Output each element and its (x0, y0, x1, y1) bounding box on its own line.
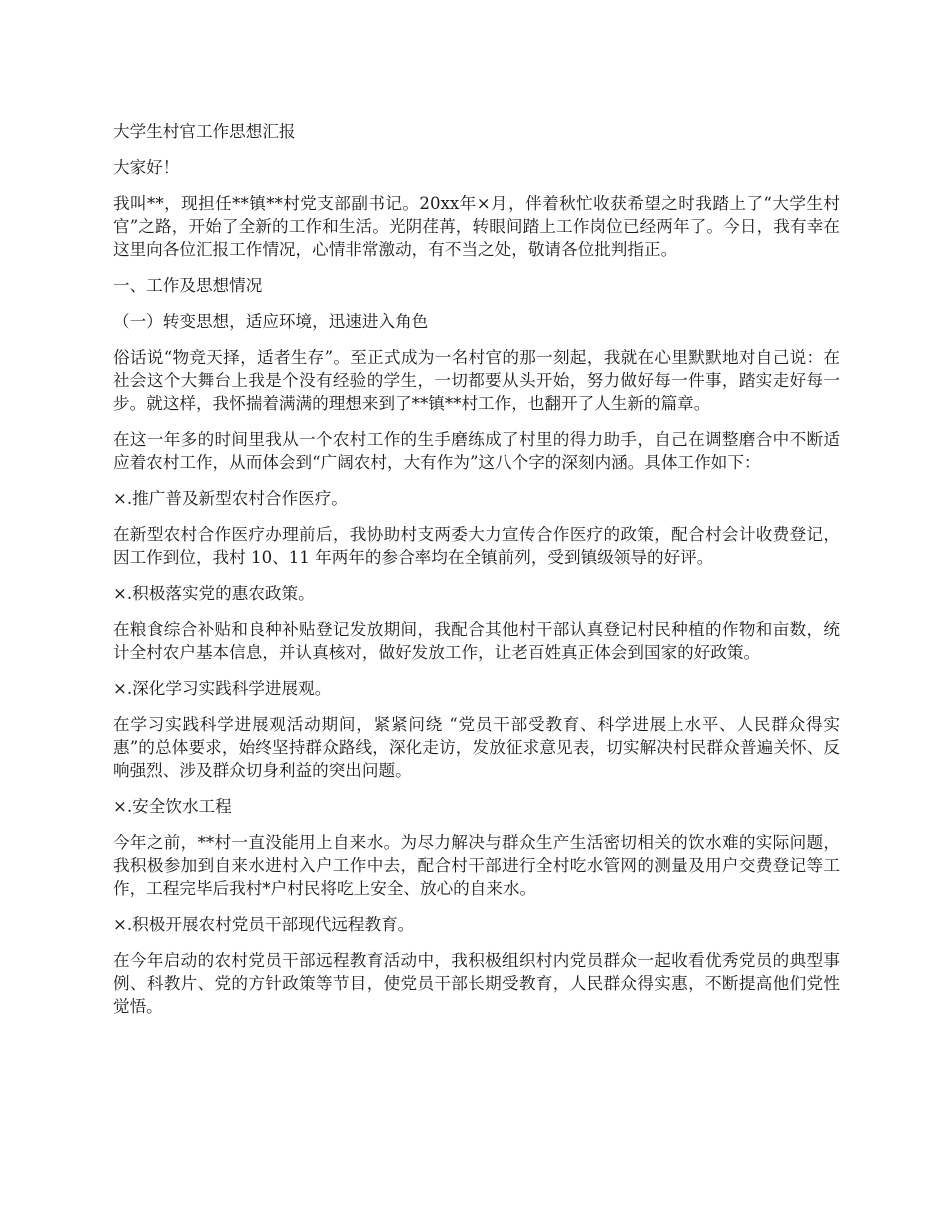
list-item-heading: ×.积极落实党的惠农政策。 (113, 584, 315, 603)
document-title: 大学生村官工作思想汇报 (113, 122, 296, 141)
greeting: 大家好！ (113, 158, 180, 177)
body-paragraph: 在新型农村合作医疗办理前后，我协助村支两委大力宣传合作医疗的政策，配合村会计收费登记，因工作到位，我村 10、11 年两年的参合率均在全镇前列，受到镇级领导的好评。 (113, 525, 840, 567)
list-item-heading: ×.积极开展农村党员干部现代远程教育。 (113, 915, 415, 934)
subsection-heading-1: （一）转变思想，适应环境，迅速进入角色 (113, 312, 429, 331)
body-paragraph: 在这一年多的时间里我从一个农村工作的生手磨练成了村里的得力助手，自己在调整磨合中不断适应着农村工作，从而体会到“广阔农村，大有作为”这八个字的深刻内涵。具体工作如下： (113, 430, 840, 472)
document-page (113, 120, 840, 1031)
section-heading-1: 一、工作及思想情况 (113, 276, 263, 295)
body-paragraph: 俗话说“物竞天择，适者生存”。至正式成为一名村官的那一刻起，我就在心里默默地对自己说：在社会这个大舞台上我是个没有经验的学生，一切都要从头开始，努力做好每一件事，踏实走好每一步。就这样，我怀揣着满满的理想来到了**镇**村工作，也翻开了人生新的篇章。 (113, 348, 840, 413)
list-item-heading: ×.安全饮水工程 (113, 797, 232, 816)
body-paragraph: 在今年启动的农村党员干部远程教育活动中，我积极组织村内党员群众一起收看优秀党员的典型事例、科教片、党的方针政策等节目，使党员干部长期受教育，人民群众得实惠，不断提高他们党性觉悟。 (113, 951, 840, 1016)
list-item-heading: ×.深化学习实践科学进展观。 (113, 679, 332, 698)
body-paragraph: 在学习实践科学进展观活动期间，紧紧问绕 “党员干部受教育、科学进展上水平、人民群众得实惠”的总体要求，始终坚持群众路线，深化走访，发放征求意见表，切实解决村民群众普遍关怀、反响强烈、涉及群众切身利益的突出问题。 (113, 715, 840, 780)
body-paragraph: 在粮食综合补贴和良种补贴登记发放期间，我配合其他村干部认真登记村民种植的作物和亩数，统计全村农户基本信息，并认真核对，做好发放工作，让老百姓真正体会到国家的好政策。 (113, 620, 840, 662)
body-paragraph: 今年之前，**村一直没能用上自来水。为尽力解决与群众生产生活密切相关的饮水难的实际问题，我积极参加到自来水进村入户工作中去，配合村干部进行全村吃水管网的测量及用户交费登记等工作，工程完毕后我村*户村民将吃上安全、放心的自来水。 (113, 833, 840, 898)
list-item-heading: ×.推广普及新型农村合作医疗。 (113, 489, 348, 508)
intro-paragraph: 我叫**，现担任**镇**村党支部副书记。20xx年×月，伴着秋忙收获希望之时我踏上了“大学生村官”之路，开始了全新的工作和生活。光阴荏苒，转眼间踏上工作岗位已经两年了。今日，我有幸在这里向各位汇报工作情况，心情非常激动，有不当之处，敬请各位批判指正。 (113, 194, 840, 259)
